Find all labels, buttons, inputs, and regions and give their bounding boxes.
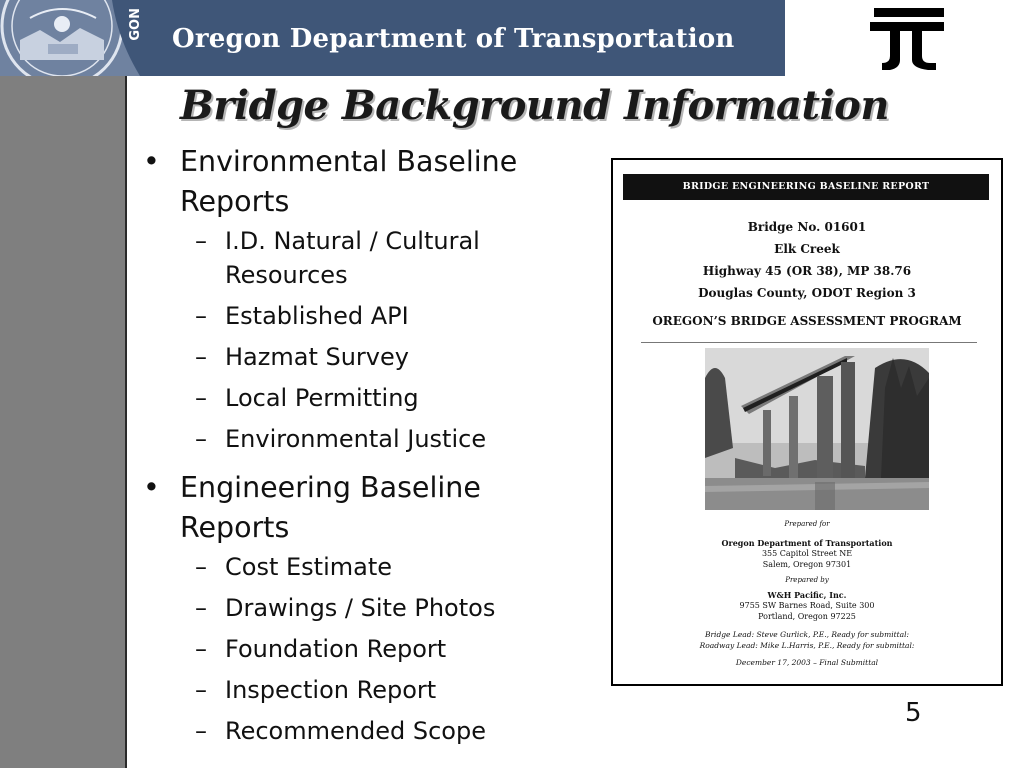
list-item: – Drawings / Site Photos bbox=[143, 591, 593, 625]
slide-title: Bridge Background Information bbox=[180, 82, 889, 129]
left-sidebar bbox=[0, 76, 127, 768]
list-item: – Recommended Scope bbox=[143, 714, 593, 748]
client-city: Salem, Oregon 97301 bbox=[762, 560, 852, 569]
dash-icon: – bbox=[195, 676, 207, 704]
organization-name: Oregon Department of Transportation bbox=[172, 24, 735, 54]
prepared-for-label: Prepared for bbox=[784, 520, 830, 528]
list-item: – Environmental Justice bbox=[143, 422, 593, 456]
list-item: – Inspection Report bbox=[143, 673, 593, 707]
consultant-street: 9755 SW Barnes Road, Suite 300 bbox=[739, 601, 875, 610]
oregon-seal-icon bbox=[0, 0, 160, 76]
list-item: – Hazmat Survey bbox=[143, 340, 593, 374]
creek-name: Elk Creek bbox=[774, 242, 840, 256]
report-header-bar: BRIDGE ENGINEERING BASELINE REPORT bbox=[623, 174, 989, 200]
dash-icon: – bbox=[195, 425, 207, 453]
page-number: 5 bbox=[905, 698, 922, 728]
seal-rim-text: GON bbox=[128, 8, 143, 41]
list-item: – Established API bbox=[143, 299, 593, 333]
dash-icon: – bbox=[195, 553, 207, 581]
dash-icon: – bbox=[195, 384, 207, 412]
program-name: OREGON’S BRIDGE ASSESSMENT PROGRAM bbox=[652, 314, 962, 328]
county-info: Douglas County, ODOT Region 3 bbox=[698, 286, 916, 300]
list-item: – Cost Estimate bbox=[143, 550, 593, 584]
prepared-by-label: Prepared by bbox=[785, 576, 829, 584]
client-name: Oregon Department of Transportation bbox=[721, 538, 893, 548]
bridge-number: Bridge No. 01601 bbox=[747, 220, 867, 234]
consultant-name: W&H Pacific, Inc. bbox=[767, 590, 847, 600]
section-heading: • Environmental Baseline Reports bbox=[143, 142, 593, 222]
bridge-lead: Bridge Lead: Steve Gurlick, P.E., Ready for submittal: bbox=[704, 630, 910, 639]
dash-icon: – bbox=[195, 302, 207, 330]
consultant-city: Portland, Oregon 97225 bbox=[758, 612, 856, 621]
submittal-date: December 17, 2003 – Final Submittal bbox=[735, 658, 879, 667]
odot-logo-icon bbox=[868, 6, 948, 72]
dash-icon: – bbox=[195, 717, 207, 745]
section-heading: • Engineering Baseline Reports bbox=[143, 468, 593, 548]
highway-info: Highway 45 (OR 38), MP 38.76 bbox=[702, 264, 912, 278]
roadway-lead: Roadway Lead: Mike L.Harris, P.E., Ready for submittal: bbox=[699, 641, 915, 650]
dash-icon: – bbox=[195, 635, 207, 663]
bridge-photo bbox=[705, 348, 929, 510]
dash-icon: – bbox=[195, 594, 207, 622]
bullet-icon: • bbox=[143, 145, 160, 178]
header-banner bbox=[0, 0, 785, 76]
bullet-icon: • bbox=[143, 471, 160, 504]
list-item: – Foundation Report bbox=[143, 632, 593, 666]
dash-icon: – bbox=[195, 227, 207, 255]
report-cover-image bbox=[611, 158, 1003, 686]
list-item: – Local Permitting bbox=[143, 381, 593, 415]
dash-icon: – bbox=[195, 343, 207, 371]
bullet-list bbox=[143, 142, 593, 755]
divider bbox=[641, 342, 977, 343]
client-street: 355 Capitol Street NE bbox=[761, 549, 853, 558]
list-item: – I.D. Natural / Cultural Resources bbox=[143, 224, 593, 292]
